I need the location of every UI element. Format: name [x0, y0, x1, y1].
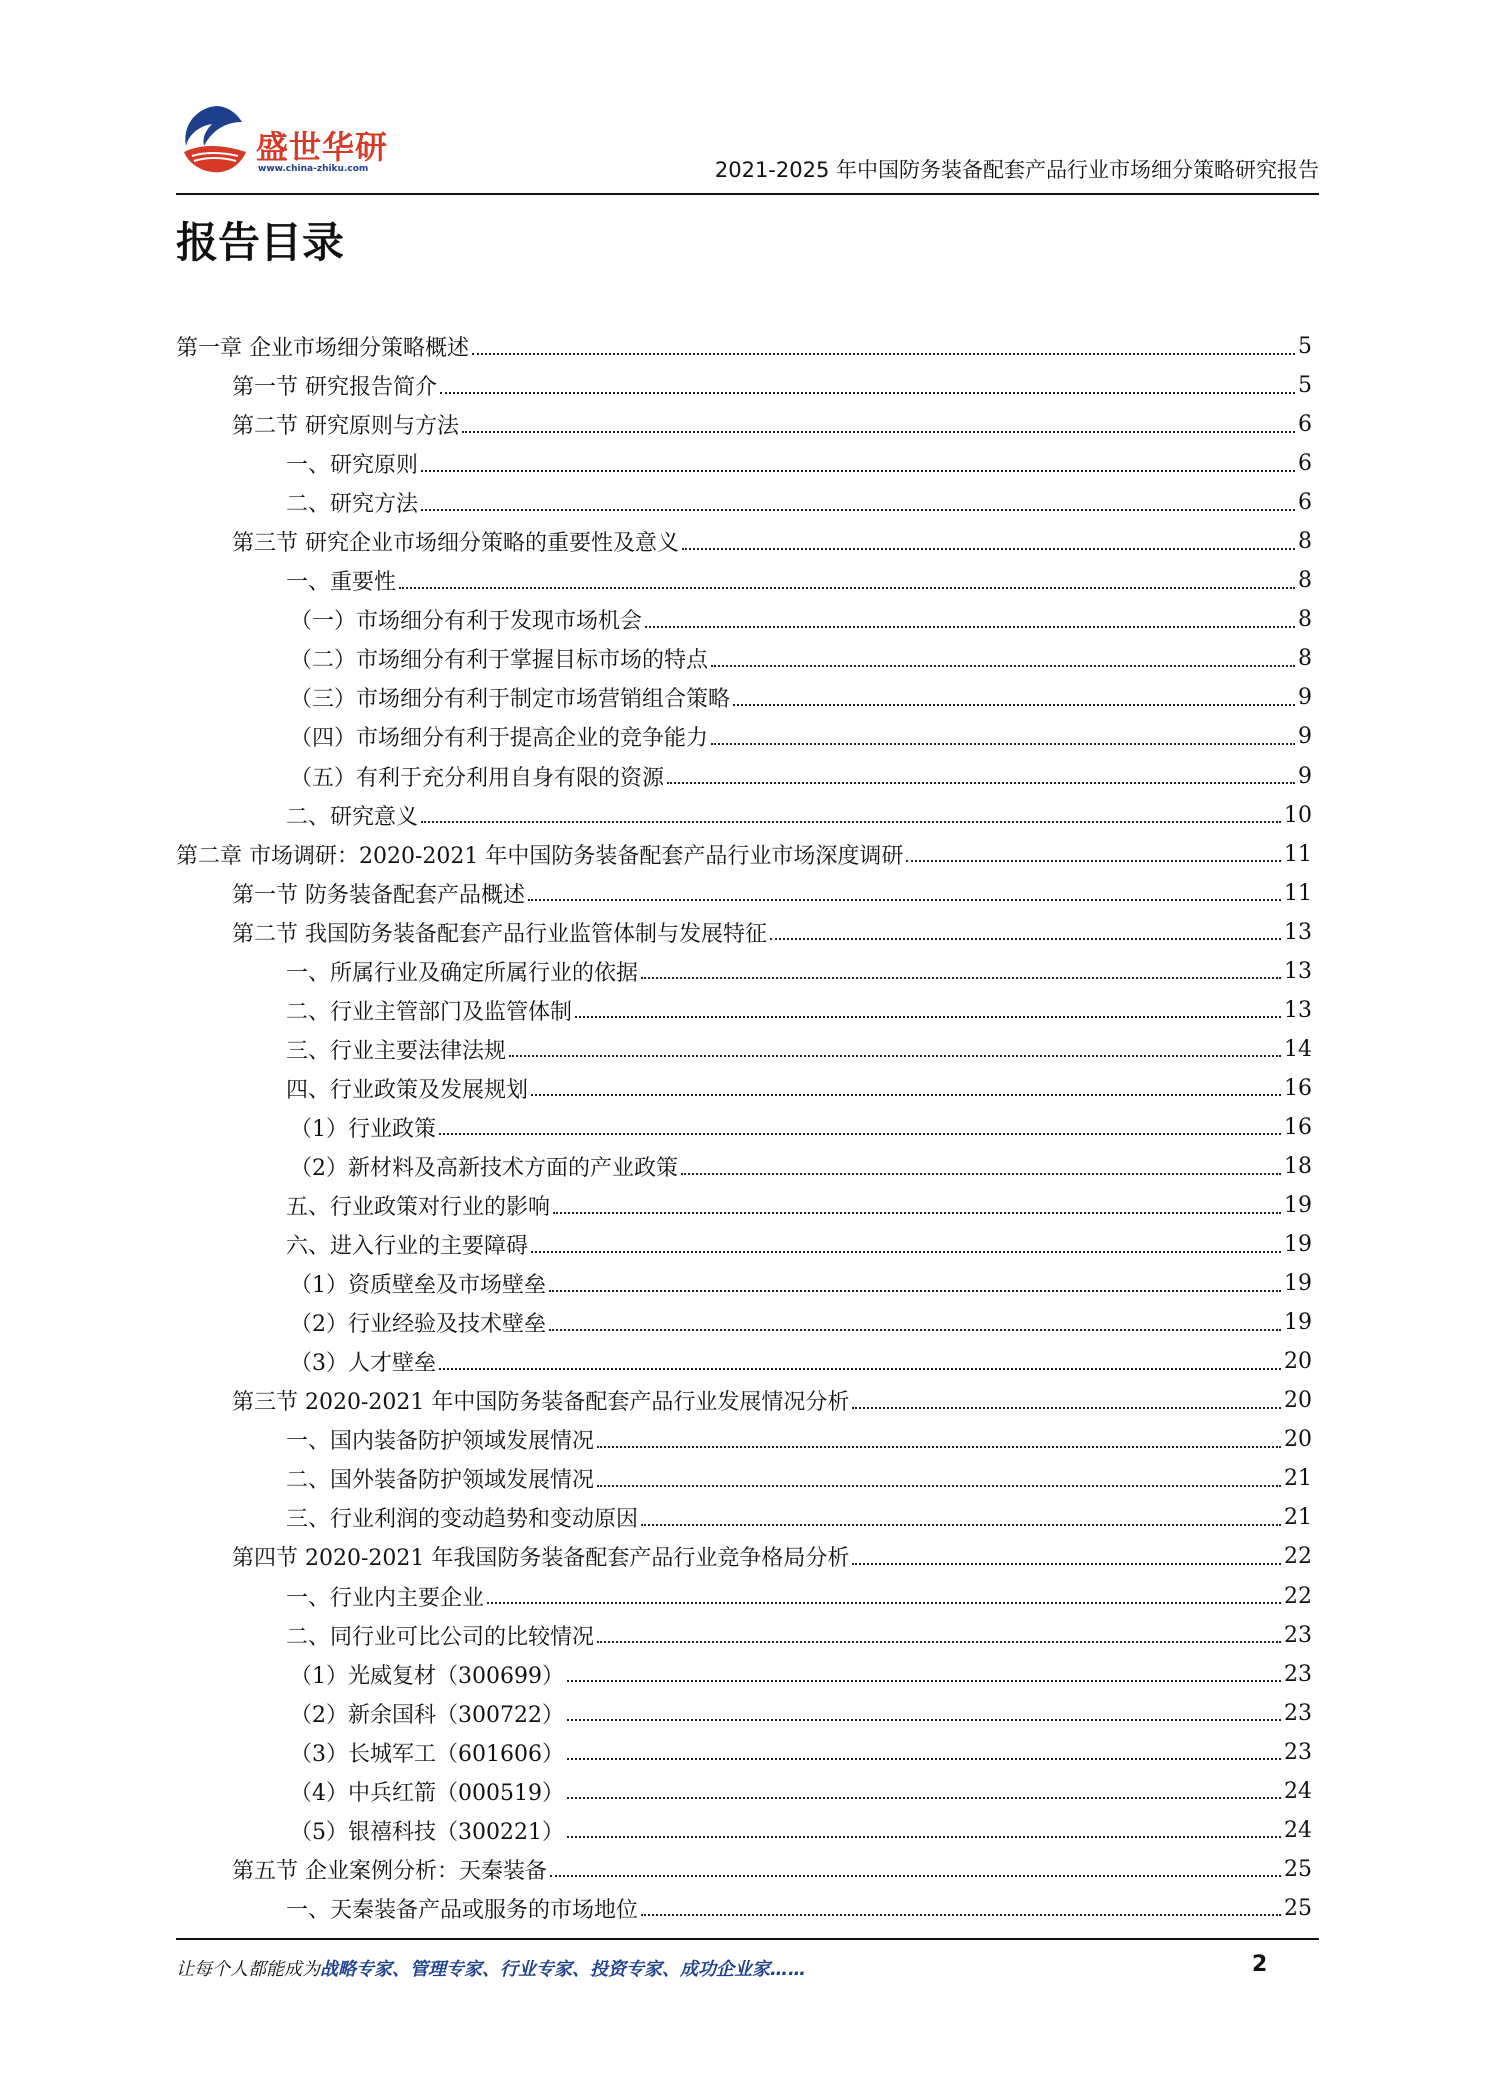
toc-dot-leader: [549, 1312, 1281, 1334]
toc-entry-label: 第一节 防务装备配套产品概述: [232, 878, 528, 909]
toc-dot-leader: [567, 1819, 1281, 1841]
toc-entry[interactable]: [176, 1733, 1312, 1772]
toc-dot-leader: [567, 1780, 1281, 1802]
toc-entry[interactable]: [176, 1108, 1312, 1147]
toc-entry[interactable]: [176, 444, 1312, 483]
toc-entry-label: 六、进入行业的主要障碍: [286, 1229, 531, 1260]
toc-entry[interactable]: [176, 1459, 1312, 1498]
page-title: 报告目录: [176, 218, 345, 267]
toc-entry[interactable]: [176, 1069, 1312, 1108]
toc-dot-leader: [421, 492, 1295, 514]
toc-entry-page: 20: [1284, 1349, 1312, 1375]
toc-entry-label: 三、行业主要法律法规: [286, 1034, 509, 1065]
toc-entry-page: 8: [1298, 646, 1312, 672]
toc-dot-leader: [575, 999, 1281, 1021]
toc-entry-label: 一、所属行业及确定所属行业的依据: [286, 956, 641, 987]
toc-entry-page: 13: [1284, 958, 1312, 984]
toc-entry[interactable]: [176, 1420, 1312, 1459]
toc-entry-label: （五）有利于充分利用自身有限的资源: [290, 761, 667, 792]
toc-entry-label: （4）中兵红箭（000519）: [290, 1776, 567, 1807]
toc-entry-page: 9: [1298, 685, 1312, 711]
report-title: 2021-2025 年中国防务装备配套产品行业市场细分策略研究报告: [714, 158, 1319, 182]
toc-entry-page: 24: [1284, 1817, 1312, 1843]
toc-entry[interactable]: [176, 1655, 1312, 1694]
toc-entry-page: 22: [1284, 1583, 1312, 1609]
toc-entry[interactable]: [176, 366, 1312, 405]
toc-entry-page: 19: [1284, 1310, 1312, 1336]
toc-entry[interactable]: [176, 913, 1312, 952]
toc-dot-leader: [682, 531, 1295, 553]
toc-entry[interactable]: [176, 1303, 1312, 1342]
toc-entry-page: 5: [1298, 373, 1312, 399]
toc-dot-leader: [553, 1195, 1281, 1217]
toc-entry-page: 13: [1284, 997, 1312, 1023]
toc-dot-leader: [531, 1077, 1281, 1099]
toc-dot-leader: [733, 687, 1295, 709]
toc-entry[interactable]: [176, 561, 1312, 600]
toc-dot-leader: [906, 843, 1281, 865]
toc-entry[interactable]: [176, 1381, 1312, 1420]
toc-entry[interactable]: [176, 522, 1312, 561]
toc-dot-leader: [399, 570, 1295, 592]
toc-entry-label: 一、研究原则: [286, 448, 421, 479]
toc-entry-label: 第三节 研究企业市场细分策略的重要性及意义: [232, 526, 682, 557]
toc-dot-leader: [567, 1741, 1281, 1763]
toc-dot-leader: [528, 882, 1281, 904]
toc-dot-leader: [711, 648, 1295, 670]
toc-entry-page: 19: [1284, 1193, 1312, 1219]
toc-entry-page: 8: [1298, 607, 1312, 633]
toc-entry-label: 五、行业政策对行业的影响: [286, 1190, 553, 1221]
toc-entry[interactable]: [176, 1264, 1312, 1303]
toc-entry-label: 一、行业内主要企业: [286, 1581, 487, 1612]
toc-dot-leader: [440, 375, 1295, 397]
logo-url: www.china-zhiku.com: [258, 164, 369, 174]
toc-dot-leader: [641, 960, 1281, 982]
toc-entry-page: 25: [1284, 1895, 1312, 1921]
toc-entry-label: 第五节 企业案例分析：天秦装备: [232, 1854, 550, 1885]
toc-entry-label: 二、国外装备防护领域发展情况: [286, 1463, 597, 1494]
toc-entry[interactable]: [176, 1537, 1312, 1576]
toc-entry-label: 第一章 企业市场细分策略概述: [176, 331, 472, 362]
toc-dot-leader: [567, 1663, 1281, 1685]
toc-entry-page: 10: [1284, 802, 1312, 828]
toc-entry[interactable]: [176, 405, 1312, 444]
toc-entry-page: 16: [1284, 1075, 1312, 1101]
toc-entry-page: 14: [1284, 1036, 1312, 1062]
toc-entry-label: 第四节 2020-2021 年我国防务装备配套产品行业竞争格局分析: [232, 1541, 852, 1572]
toc-entry[interactable]: [176, 678, 1312, 717]
toc-entry-page: 8: [1298, 529, 1312, 555]
toc-entry-page: 6: [1298, 451, 1312, 477]
toc-dot-leader: [509, 1038, 1281, 1060]
toc-entry[interactable]: [176, 757, 1312, 796]
toc-entry-label: 一、国内装备防护领域发展情况: [286, 1424, 597, 1455]
footer-divider: [176, 1938, 1319, 1940]
toc-dot-leader: [531, 1234, 1281, 1256]
toc-entry-label: （三）市场细分有利于制定市场营销组合策略: [290, 682, 733, 713]
toc-dot-leader: [550, 1858, 1281, 1880]
toc-entry-label: （一）市场细分有利于发现市场机会: [290, 604, 645, 635]
toc-entry-page: 22: [1284, 1544, 1312, 1570]
toc-dot-leader: [439, 1116, 1281, 1138]
toc-entry[interactable]: [176, 1342, 1312, 1381]
toc-entry-label: （四）市场细分有利于提高企业的竞争能力: [290, 721, 711, 752]
toc-entry-page: 9: [1298, 724, 1312, 750]
toc-entry-page: 21: [1284, 1505, 1312, 1531]
toc-dot-leader: [711, 726, 1295, 748]
toc-entry[interactable]: [176, 1030, 1312, 1069]
toc-entry-page: 21: [1284, 1466, 1312, 1492]
toc-entry-label: （5）银禧科技（300221）: [290, 1815, 567, 1846]
toc-entry-page: 23: [1284, 1739, 1312, 1765]
toc-entry[interactable]: [176, 1694, 1312, 1733]
toc-entry-page: 19: [1284, 1232, 1312, 1258]
toc-entry[interactable]: [176, 1850, 1312, 1889]
toc-entry[interactable]: [176, 874, 1312, 913]
toc-entry-label: 二、同行业可比公司的比较情况: [286, 1620, 597, 1651]
toc-dot-leader: [597, 1429, 1281, 1451]
toc-entry-label: 第二节 研究原则与方法: [232, 409, 462, 440]
toc-entry-label: 四、行业政策及发展规划: [286, 1073, 531, 1104]
toc-entry-page: 24: [1284, 1778, 1312, 1804]
toc-entry[interactable]: [176, 1225, 1312, 1264]
toc-dot-leader: [645, 609, 1295, 631]
toc-entry-page: 6: [1298, 412, 1312, 438]
toc-entry-label: 第一节 研究报告简介: [232, 370, 440, 401]
table-of-contents: [176, 327, 1312, 1928]
toc-dot-leader: [667, 765, 1295, 787]
toc-dot-leader: [462, 414, 1295, 436]
toc-entry-label: 二、研究意义: [286, 800, 421, 831]
toc-entry-page: 18: [1284, 1154, 1312, 1179]
toc-dot-leader: [439, 1351, 1281, 1373]
toc-dot-leader: [549, 1273, 1281, 1295]
toc-entry-label: （1）行业政策: [290, 1112, 439, 1143]
page-header: [0, 0, 1485, 200]
toc-dot-leader: [641, 1897, 1281, 1919]
toc-entry[interactable]: [176, 483, 1312, 522]
toc-entry-page: 13: [1284, 919, 1312, 945]
toc-entry-page: 20: [1284, 1388, 1312, 1414]
toc-entry-label: 三、行业利润的变动趋势和变动原因: [286, 1502, 641, 1533]
toc-entry-page: 9: [1298, 763, 1312, 789]
toc-entry-label: （3）人才壁垒: [290, 1346, 439, 1377]
toc-entry[interactable]: [176, 1889, 1312, 1928]
toc-entry-page: 23: [1284, 1661, 1312, 1687]
toc-entry-label: （3）长城军工（601606）: [290, 1737, 567, 1768]
logo-swoosh-icon: [176, 100, 256, 180]
toc-entry-page: 5: [1298, 334, 1312, 360]
toc-dot-leader: [852, 1546, 1281, 1568]
toc-dot-leader: [681, 1156, 1281, 1178]
toc-entry[interactable]: [176, 327, 1312, 366]
toc-entry-page: 19: [1284, 1271, 1312, 1297]
toc-entry-label: 第三节 2020-2021 年中国防务装备配套产品行业发展情况分析: [232, 1385, 852, 1416]
toc-entry-label: （1）资质壁垒及市场壁垒: [290, 1268, 549, 1299]
toc-entry-label: （二）市场细分有利于掌握目标市场的特点: [290, 643, 711, 674]
toc-entry-label: 一、天秦装备产品或服务的市场地位: [286, 1893, 641, 1924]
toc-entry[interactable]: [176, 600, 1312, 639]
toc-entry-label: 第二节 我国防务装备配套产品行业监管体制与发展特征: [232, 917, 770, 948]
toc-entry-page: 8: [1298, 568, 1312, 594]
toc-dot-leader: [567, 1702, 1281, 1724]
toc-entry[interactable]: [176, 639, 1312, 678]
toc-entry-page: 23: [1284, 1622, 1312, 1648]
toc-entry-page: 25: [1284, 1856, 1312, 1882]
toc-entry[interactable]: [176, 796, 1312, 835]
toc-entry[interactable]: [176, 717, 1312, 756]
toc-dot-leader: [852, 1390, 1281, 1412]
toc-entry-label: （2）新余国科（300722）: [290, 1698, 567, 1729]
toc-entry[interactable]: [176, 835, 1312, 874]
toc-dot-leader: [421, 804, 1281, 826]
toc-entry[interactable]: [176, 1577, 1312, 1616]
toc-entry-label: （1）光威复材（300699）: [290, 1659, 567, 1690]
toc-entry-label: （2）新材料及高新技术方面的产业政策: [290, 1151, 681, 1182]
toc-entry-page: 23: [1284, 1700, 1312, 1726]
toc-entry[interactable]: [176, 1772, 1312, 1811]
toc-entry-page: 6: [1298, 490, 1312, 516]
toc-entry-label: 二、研究方法: [286, 487, 421, 518]
toc-entry-page: 11: [1284, 841, 1312, 867]
toc-dot-leader: [597, 1624, 1281, 1646]
toc-entry[interactable]: [176, 1811, 1312, 1850]
toc-dot-leader: [421, 453, 1295, 475]
toc-entry-label: 二、行业主管部门及监管体制: [286, 995, 575, 1026]
toc-dot-leader: [487, 1585, 1281, 1607]
slogan-prefix: 让每个人都能成为: [176, 1959, 320, 1980]
footer-slogan: [176, 1955, 806, 1981]
slogan-highlight: 战略专家、管理专家、行业专家、投资专家、成功企业家……: [320, 1959, 806, 1980]
toc-entry-label: 第二章 市场调研：2020-2021 年中国防务装备配套产品行业市场深度调研: [176, 839, 906, 870]
toc-entry[interactable]: [176, 1147, 1312, 1186]
toc-entry-page: 20: [1284, 1427, 1312, 1453]
logo-text: 盛世华研: [256, 128, 389, 166]
company-logo: [176, 100, 406, 190]
toc-dot-leader: [597, 1468, 1281, 1490]
toc-entry-page: 11: [1284, 880, 1312, 906]
toc-dot-leader: [641, 1507, 1281, 1529]
toc-entry-page: 16: [1284, 1114, 1312, 1140]
header-divider: [176, 193, 1319, 195]
page-number: 2: [1252, 1952, 1268, 1977]
toc-entry[interactable]: [176, 1186, 1312, 1225]
toc-dot-leader: [472, 336, 1295, 358]
toc-entry[interactable]: [176, 1616, 1312, 1655]
toc-entry[interactable]: [176, 991, 1312, 1030]
toc-entry-label: （2）行业经验及技术壁垒: [290, 1307, 549, 1338]
toc-dot-leader: [770, 921, 1281, 943]
toc-entry[interactable]: [176, 1498, 1312, 1537]
toc-entry[interactable]: [176, 952, 1312, 991]
toc-entry-label: 一、重要性: [286, 565, 399, 596]
